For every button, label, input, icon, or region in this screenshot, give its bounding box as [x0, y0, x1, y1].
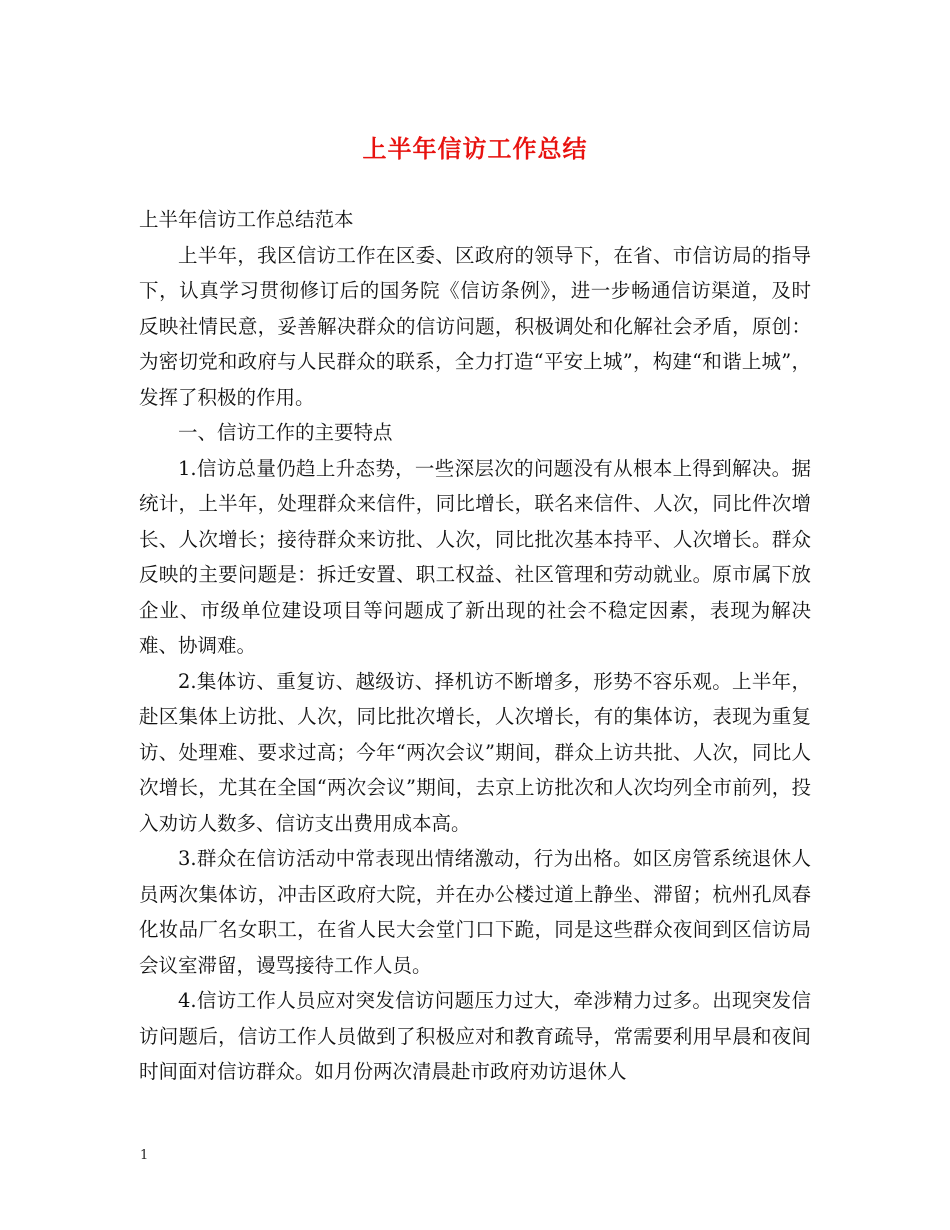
- paragraph-point-4: 4.信访工作人员应对突发信访问题压力过大，牵涉精力过多。出现突发信访问题后，信访工作人员做到了积极应对和教育疏导，常需要利用早晨和夜间时间面对信访群众。如月份两次清晨赴市政府劝访退休人: [139, 989, 811, 1083]
- paragraph-intro: 上半年，我区信访工作在区委、区政府的领导下，在省、市信访局的指导下，认真学习贯彻修订后的国务院《信访条例》，进一步畅通信访渠道，及时反映社情民意，妥善解决群众的信访问题，积极调处和化解社会矛盾，原创：为密切党和政府与人民群众的联系，全力打造“平安上城”，构建“和谐上城”，发挥了积极的作用。: [139, 243, 811, 409]
- section-heading: 一、信访工作的主要特点: [178, 421, 393, 444]
- paragraph-point-3: 3.群众在信访活动中常表现出情绪激动，行为出格。如区房管系统退休人员两次集体访，冲击区政府大院，并在办公楼过道上静坐、滞留；杭州孔凤春化妆品厂名女职工，在省人民大会堂门口下跪，同是这些群众夜间到区信访局会议室滞留，谩骂接待工作人员。: [139, 847, 811, 977]
- page-number: 1: [140, 1148, 149, 1163]
- paragraph-subtitle: 上半年信访工作总结范本: [139, 208, 354, 231]
- document-title: 上半年信访工作总结: [362, 134, 588, 163]
- paragraph-point-2: 2.集体访、重复访、越级访、择机访不断增多，形势不容乐观。上半年，赴区集体上访批、人次，同比批次增长，人次增长，有的集体访，表现为重复访、处理难、要求过高；今年“两次会议”期间，群众上访共批、人次，同比人次增长，尤其在全国“两次会议”期间，去京上访批次和人次均列全市前列，投入劝访人数多、信访支出费用成本高。: [139, 669, 811, 835]
- document-body: [139, 202, 811, 1090]
- paragraph-point-1: 1.信访总量仍趋上升态势，一些深层次的问题没有从根本上得到解决。据统计，上半年，处理群众来信件，同比增长，联名来信件、人次，同比件次增长、人次增长；接待群众来访批、人次，同比批次基本持平、人次增长。群众反映的主要问题是：拆迁安置、职工权益、社区管理和劳动就业。原市属下放企业、市级单位建设项目等问题成了新出现的社会不稳定因素，表现为解决难、协调难。: [139, 456, 811, 657]
